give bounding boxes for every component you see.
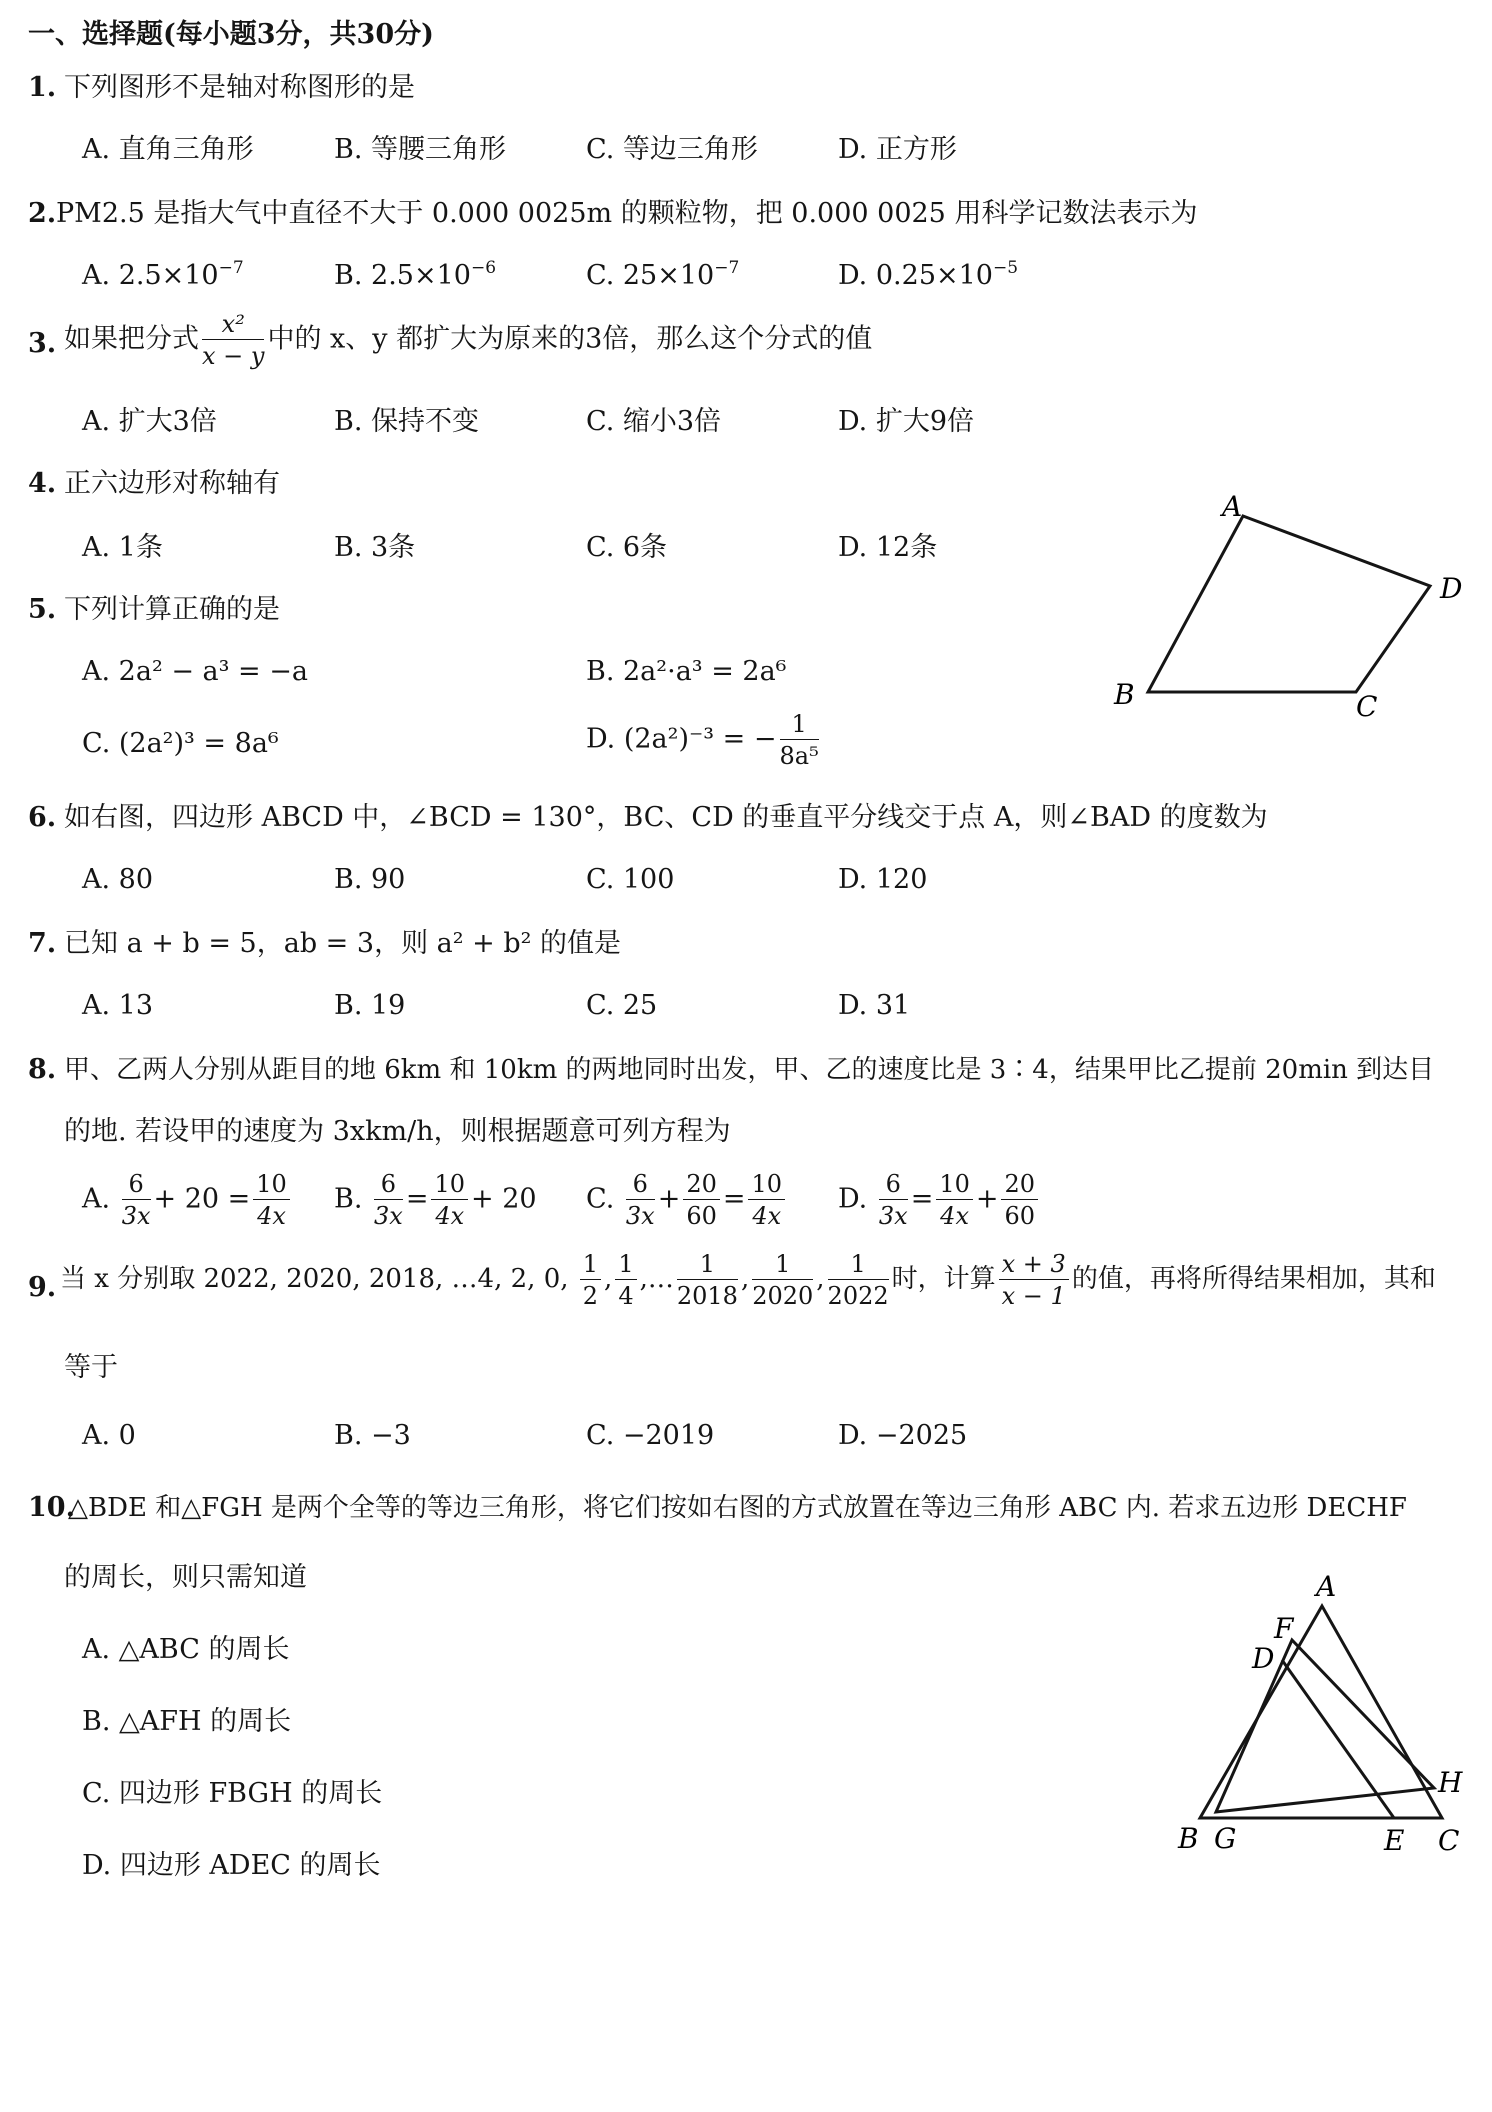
q6-option-a: A. 80 [82, 864, 154, 895]
tri-label-b: B [1178, 1822, 1199, 1855]
q8-option-d: D. $\frac{6}{3x}$ = $\frac{10}{4x}$ + $\frac{20}{60}$ [838, 1172, 1041, 1228]
triangle-fgh [1216, 1640, 1434, 1812]
q5-number: 5. [28, 594, 57, 625]
q1-option-b: B. 等腰三角形 [334, 134, 507, 165]
quadrilateral-figure [1110, 490, 1470, 720]
q6-option-d: D. 120 [838, 864, 928, 895]
q2-option-a: A. $2.5\times 10^{-7}$ [82, 258, 244, 291]
tri-label-e: E [1384, 1824, 1405, 1857]
q8-option-a: A. $\frac{6}{3x}$ + 20 = $\frac{10}{4x}$ [82, 1172, 293, 1228]
q9-number: 9. [28, 1272, 57, 1303]
tri-label-c: C [1438, 1824, 1460, 1857]
q2-option-d: D. $0.25\times 10^{-5}$ [838, 258, 1019, 291]
q10-stem-line1: △BDE 和△FGH 是两个全等的等边三角形，将它们按如右图的方式放置在等边三角形 ABC 内. 若求五边形 DECHF [68, 1493, 1407, 1523]
q7-option-d: D. 31 [838, 990, 911, 1021]
q4-option-d: D. 12条 [838, 532, 938, 563]
q3-option-a: A. 扩大3倍 [82, 406, 217, 437]
q8-option-b: B. $\frac{6}{3x}$ = $\frac{10}{4x}$ + 20 [334, 1170, 537, 1230]
q3-fraction: $\frac{\text{x²}}{x - y}$ [202, 310, 265, 370]
triangle-abc [1200, 1606, 1442, 1818]
q8-option-c: C. $\frac{6}{3x}$ + $\frac{20}{60}$ = $\frac{10}{4x}$ [586, 1172, 788, 1228]
q2-stem: PM2.5 是指大气中直径不大于 0.000 0025m 的颗粒物，把 0.000 0025 用科学记数法表示为 [56, 198, 1198, 229]
q1-stem: 下列图形不是轴对称图形的是 [64, 72, 415, 103]
q9-option-c: C. −2019 [586, 1420, 715, 1451]
segment-de [1282, 1660, 1394, 1818]
q6-number: 6. [28, 802, 57, 833]
q9-stem-line2: 等于 [64, 1352, 118, 1383]
quadrilateral-abcd [1148, 516, 1430, 692]
q7-option-c: C. 25 [586, 990, 658, 1021]
q10-option-b: B. △AFH 的周长 [82, 1706, 292, 1737]
q9-stem: 当 x 分别取 2022, 2020, 2018, …4, 2, 0, $\frac{1}{2}$ , $\frac{1}{4}$ ,… $\frac{1}{2018}$ , $\frac{1}{2020}$ , $\frac{1}{2022}$ 时，计算 $\frac{x + 3}{x - 1}$ 的值，再将所得结果相加，其和 [60, 1250, 1436, 1310]
q2-option-c: C. $25\times 10^{-7}$ [586, 258, 740, 291]
q4-option-b: B. 3条 [334, 532, 416, 563]
q7-number: 7. [28, 928, 57, 959]
tri-label-a: A [1316, 1570, 1337, 1603]
q10-option-c: C. 四边形 FBGH 的周长 [82, 1778, 383, 1809]
tri-label-g: G [1214, 1822, 1237, 1855]
quad-label-d: D [1440, 572, 1463, 605]
q5-option-c: C. (2a²)³ = 8a⁶ [82, 728, 279, 759]
q8-number: 8. [28, 1054, 57, 1085]
q5-option-a: A. 2a² − a³ = −a [82, 656, 308, 687]
quad-label-a: A [1222, 490, 1243, 523]
q4-option-c: C. 6条 [586, 532, 668, 563]
tri-label-d: D [1252, 1642, 1275, 1675]
q3-option-b: B. 保持不变 [334, 406, 480, 437]
q10-stem-line2: 的周长，则只需知道 [64, 1562, 307, 1593]
q10-option-d: D. 四边形 ADEC 的周长 [82, 1850, 381, 1881]
q2-number: 2. [28, 198, 57, 229]
q4-number: 4. [28, 468, 57, 499]
q9-option-a: A. 0 [82, 1420, 136, 1451]
q1-option-c: C. 等边三角形 [586, 134, 758, 165]
q1-option-d: D. 正方形 [838, 134, 957, 165]
q4-stem: 正六边形对称轴有 [64, 468, 280, 499]
q8-stem-line2: 的地. 若设甲的速度为 3xkm/h，则根据题意可列方程为 [64, 1116, 731, 1147]
q9-option-d: D. −2025 [838, 1420, 968, 1451]
q2-option-b: B. $2.5\times 10^{-6}$ [334, 258, 497, 291]
tri-label-h: H [1438, 1766, 1463, 1799]
q4-option-a: A. 1条 [82, 532, 163, 563]
q3-stem: 如果把分式 $\frac{\text{x²}}{x - y}$ 中的 x、y 都扩大为原来的3倍，那么这个分式的值 [64, 310, 873, 370]
q7-option-b: B. 19 [334, 990, 406, 1021]
q6-option-c: C. 100 [586, 864, 675, 895]
quad-label-c: C [1356, 690, 1378, 720]
q3-option-c: C. 缩小3倍 [586, 406, 722, 437]
q6-stem: 如右图，四边形 ABCD 中，∠BCD = 130°，BC、CD 的垂直平分线交于点 A，则∠BAD 的度数为 [64, 802, 1268, 833]
q3-option-d: D. 扩大9倍 [838, 406, 975, 437]
q5-option-b: B. 2a²·a³ = 2a⁶ [586, 656, 787, 687]
section-title: 一、选择题(每小题3分，共30分) [28, 19, 434, 50]
q1-number: 1. [28, 72, 57, 103]
q10-option-a: A. △ABC 的周长 [82, 1634, 290, 1665]
q1-option-a: A. 直角三角形 [82, 134, 254, 165]
triangle-figure [1170, 1560, 1470, 1860]
q10-number: 10. [28, 1492, 75, 1523]
tri-label-f: F [1274, 1612, 1294, 1645]
q7-option-a: A. 13 [82, 990, 154, 1021]
q5-option-d: D. (2a²)⁻³ = − $\frac{1}{\text{8a⁵}}$ [586, 710, 819, 770]
q7-stem: 已知 a + b = 5，ab = 3，则 a² + b² 的值是 [64, 928, 622, 959]
q6-option-b: B. 90 [334, 864, 406, 895]
q8-stem-line1: 甲、乙两人分别从距目的地 6km 和 10km 的两地同时出发，甲、乙的速度比是 3∶4，结果甲比乙提前 20min 到达目 [64, 1055, 1435, 1085]
q5-stem: 下列计算正确的是 [64, 594, 280, 625]
q9-option-b: B. −3 [334, 1420, 411, 1451]
quad-label-b: B [1114, 678, 1135, 711]
q3-number: 3. [28, 328, 57, 359]
